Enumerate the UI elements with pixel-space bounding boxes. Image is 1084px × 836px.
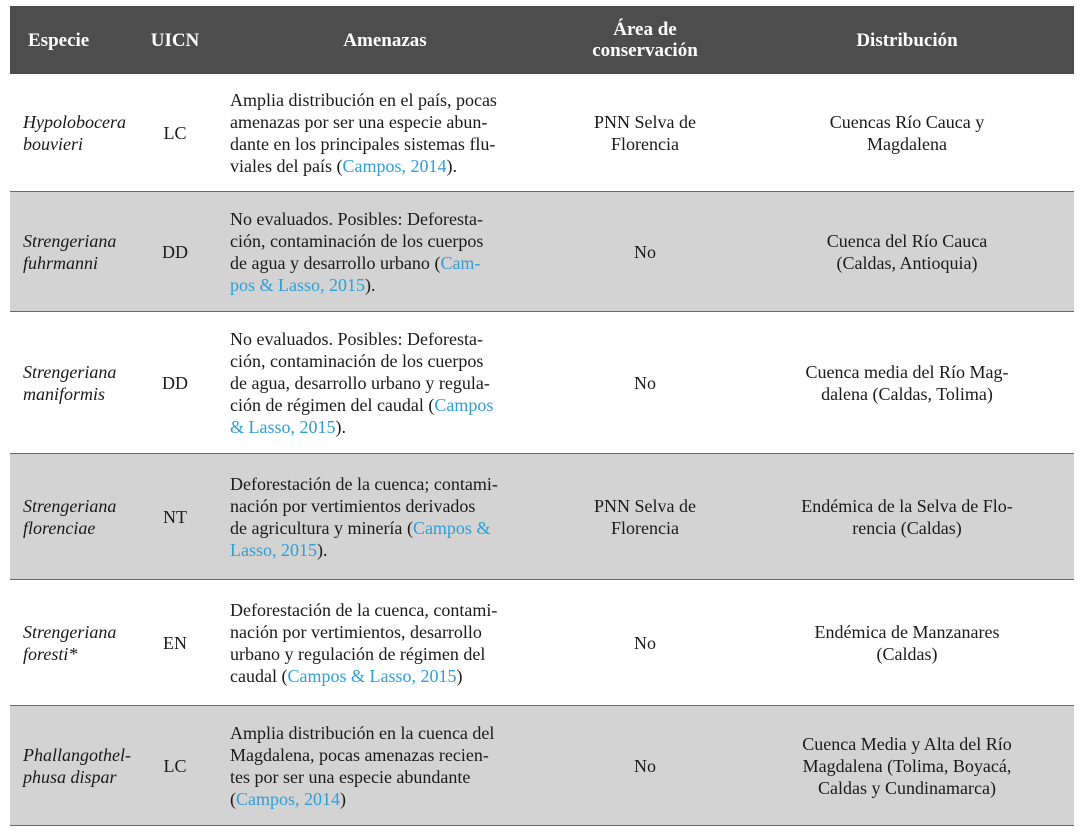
citation-link[interactable]: Campos, 2014 [342, 155, 447, 176]
distribution: Cuenca del Río Cauca (Caldas, Antioquia) [826, 230, 988, 273]
citation-link[interactable]: Campos & Lasso, 2015 [287, 665, 457, 686]
distribution: Cuenca media del Río Mag- dalena (Caldas, Tolima) [805, 361, 1009, 404]
header-especie: Especie [28, 29, 90, 51]
species-name: Phallangothel- phusa dispar [23, 744, 131, 787]
distribution: Cuencas Río Cauca y Magdalena [829, 111, 985, 154]
threat-text: No evaluados. Posibles: Deforesta- ción, contaminación de los cuerpos de agua y desarrollo urbano (Cam- pos & Lasso, 2015). [230, 208, 484, 295]
distribution: Endémica de Manzanares (Caldas) [814, 621, 1000, 664]
header-distribucion: Distribución [856, 29, 958, 51]
species-name: Strengeriana foresti* [23, 621, 117, 664]
threat-text: Deforestación de la cuenca, contami- nación por vertimientos, desarrollo urbano y regulación de régimen del caudal (Campos & Lasso, 2015) [230, 599, 498, 686]
citation-link[interactable]: Campos & Lasso, 2015 [230, 517, 491, 560]
uicn-status: DD [162, 372, 188, 393]
species-name: Strengeriana maniformis [23, 361, 117, 404]
threat-text: Amplia distribución en la cuenca del Magdalena, pocas amenazas recien- tes por ser una especie abundante (Campos, 2014) [230, 722, 495, 809]
header-uicn: UICN [150, 29, 200, 51]
citation-link[interactable]: Campos, 2014 [236, 788, 341, 809]
citation-link[interactable]: Campos & Lasso, 2015 [230, 394, 494, 437]
table-row [10, 706, 1074, 826]
table-row [10, 192, 1074, 312]
species-name: Strengeriana fuhrmanni [23, 230, 117, 273]
threat-text: Amplia distribución en el país, pocas amenazas por ser una especie abun- dante en los principales sistemas flu- viales del país (Campos, 2014). [230, 89, 497, 176]
species-name: Hypolobocera bouvieri [23, 111, 126, 154]
uicn-status: DD [162, 241, 188, 262]
conservation-area: No [634, 755, 656, 776]
distribution: Endémica de la Selva de Flo- rencia (Caldas) [801, 495, 1013, 538]
uicn-status: LC [163, 122, 187, 143]
table-row [10, 454, 1074, 580]
conservation-area: No [634, 241, 656, 262]
uicn-status: EN [163, 632, 187, 653]
citation-link[interactable]: Cam- pos & Lasso, 2015 [230, 252, 481, 295]
uicn-status: NT [163, 506, 187, 527]
table-row [10, 312, 1074, 454]
table-header [10, 6, 1074, 74]
conservation-area: PNN Selva de Florencia [594, 495, 696, 538]
species-table [10, 6, 1074, 826]
header-area-conservacion: Área de conservación [592, 19, 698, 61]
distribution: Cuenca Media y Alta del Río Magdalena (Tolima, Boyacá, Caldas y Cundinamarca) [802, 733, 1012, 798]
table-row [10, 74, 1074, 192]
conservation-area: No [634, 632, 656, 653]
table-row [10, 580, 1074, 706]
species-name: Strengeriana florenciae [23, 495, 117, 538]
conservation-area: PNN Selva de Florencia [594, 111, 696, 154]
header-amenazas: Amenazas [343, 29, 427, 51]
uicn-status: LC [163, 755, 187, 776]
conservation-area: No [634, 372, 656, 393]
threat-text: No evaluados. Posibles: Deforesta- ción, contaminación de los cuerpos de agua, desarrollo urbano y regula- ción de régimen del caudal (Campos & Lasso, 2015). [230, 328, 494, 437]
threat-text: Deforestación de la cuenca; contami- nación por vertimientos derivados de agricultura y minería (Campos & Lasso, 2015). [230, 473, 498, 560]
